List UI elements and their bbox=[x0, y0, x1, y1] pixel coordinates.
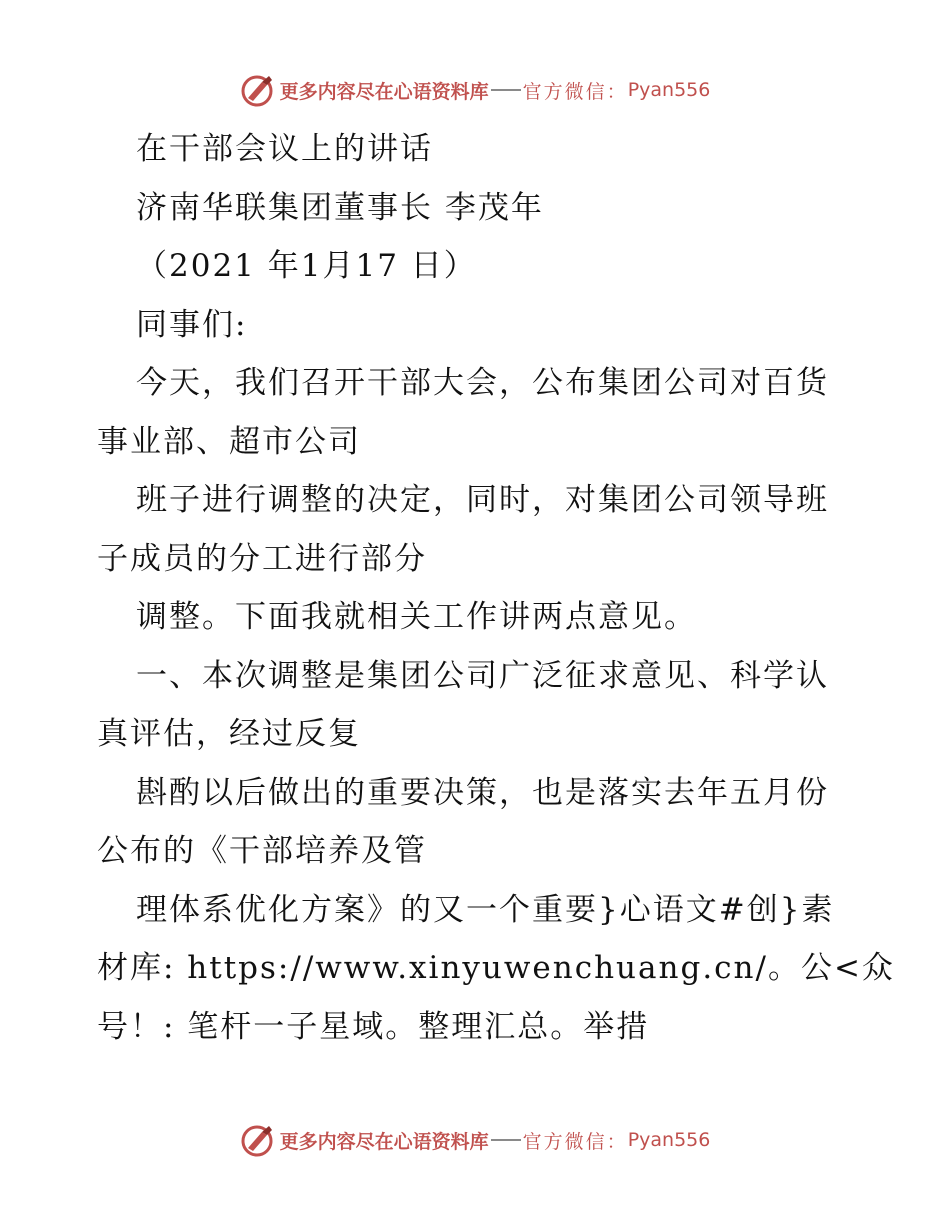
banner-dash bbox=[491, 89, 521, 91]
pen-logo-icon bbox=[240, 72, 276, 108]
pen-logo-icon bbox=[240, 1122, 276, 1158]
document-line: （2021 年1月17 日） bbox=[136, 248, 477, 284]
document-line: 事业部、超市公司 bbox=[97, 423, 361, 460]
banner-dash bbox=[491, 1139, 521, 1141]
document-line: 号！: 笔杆一子星域。整理汇总。举措 bbox=[97, 1008, 650, 1045]
document-line: 今天，我们召开干部大会，公布集团公司对百货 bbox=[136, 365, 829, 401]
document-body bbox=[97, 120, 895, 1056]
document-line: 同事们: bbox=[136, 306, 248, 343]
document-line: 斟酌以后做出的重要决策，也是落实去年五月份 bbox=[136, 774, 829, 811]
footer-banner bbox=[0, 1118, 950, 1162]
document-line: 济南华联集团董事长 李茂年 bbox=[136, 189, 544, 226]
banner-title: 更多内容尽在心语资料库 bbox=[279, 80, 489, 103]
banner-title: 更多内容尽在心语资料库 bbox=[279, 1130, 489, 1153]
document-line: 一、本次调整是集团公司广泛征求意见、科学认 bbox=[136, 657, 829, 694]
banner-subtitle: 官方微信： bbox=[522, 1130, 628, 1153]
document-line: 调整。下面我就相关工作讲两点意见。 bbox=[136, 599, 697, 635]
document-line: 班子进行调整的决定，同时，对集团公司领导班 bbox=[136, 482, 829, 518]
banner-wechat-id: Pyan556 bbox=[627, 79, 711, 101]
document-line: 公布的《干部培养及管 bbox=[97, 833, 427, 869]
document-line: 理体系优化方案》的又一个重要}心语文#创}素 bbox=[136, 891, 835, 928]
header-banner bbox=[0, 68, 950, 112]
document-line: 在干部会议上的讲话 bbox=[136, 131, 433, 167]
document-line: 子成员的分工进行部分 bbox=[97, 540, 427, 577]
document-line: 真评估，经过反复 bbox=[97, 716, 361, 752]
document-line: 材库: https://www.xinyuwenchuang.cn/。公<众 bbox=[97, 950, 895, 986]
banner-wechat-id: Pyan556 bbox=[627, 1129, 711, 1151]
banner-subtitle: 官方微信： bbox=[522, 80, 628, 103]
